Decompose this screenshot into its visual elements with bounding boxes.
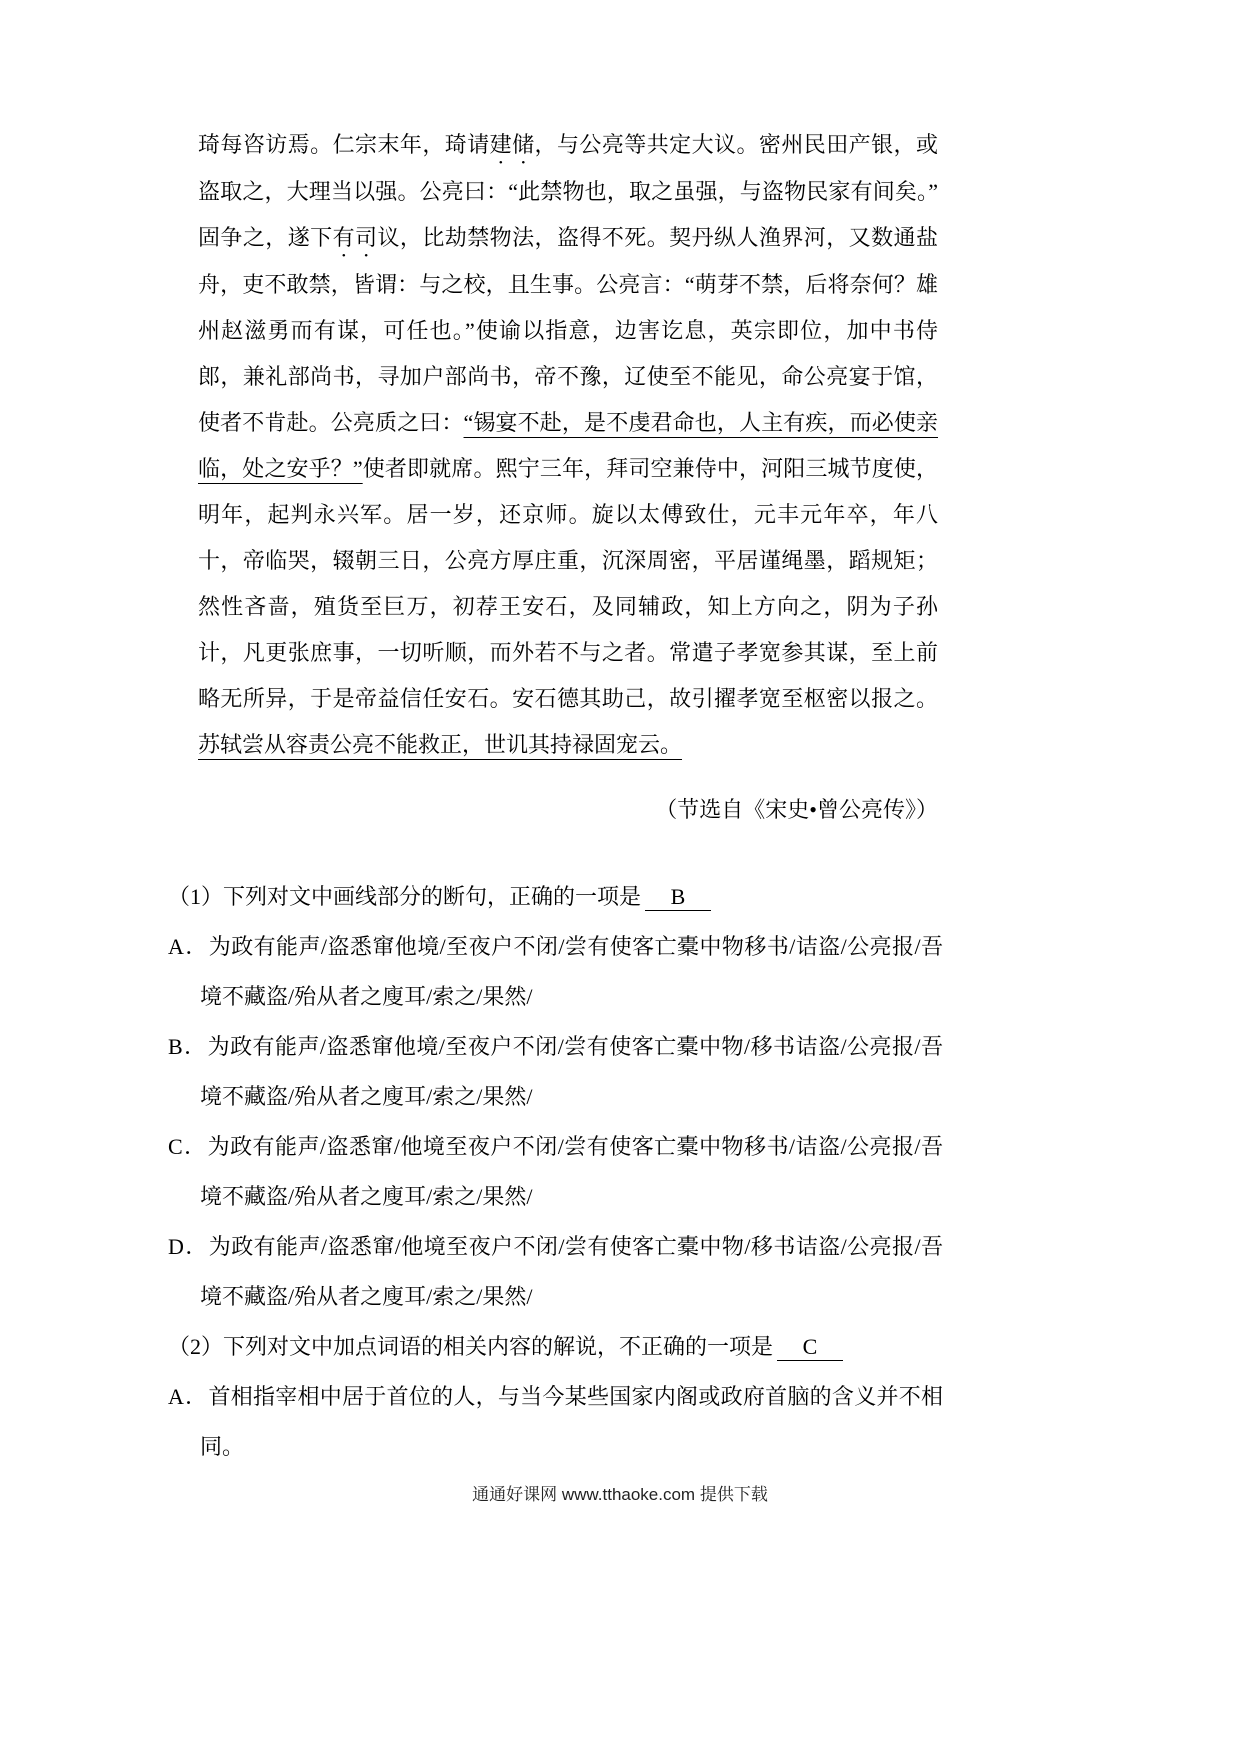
passage-text: 琦每咨访焉。仁宗末年，琦请 bbox=[198, 132, 490, 157]
answer-blank: B bbox=[645, 884, 711, 911]
option-label: A． bbox=[168, 1384, 209, 1409]
dotted-term: 建储 bbox=[489, 132, 535, 157]
option-text: 首相指宰相中居于首位的人，与当今某些国家内阁或政府首脑的含义并不相同。 bbox=[200, 1384, 943, 1459]
option-item bbox=[168, 922, 943, 1022]
option-label: A． bbox=[168, 934, 209, 959]
option-text: 为政有能声/盗悉窜/他境至夜户不闭/尝有使客亡橐中物/移书诘盗/公亮报/吾境不藏盗/殆从者之廋耳/索之/果然/ bbox=[200, 1234, 943, 1309]
questions-section bbox=[168, 872, 943, 1472]
passage-text: 使者即就席。熙宁三年，拜司空兼侍中，河阳三城节度使，明年，起判永兴军。居一岁，还京师。旋以太傅致仕，元丰元年卒，年八十，帝临哭，辍朝三日，公亮方厚庄重，沉深周密，平居谨绳墨，蹈规矩；然性吝啬，殖货至巨万，初荐王安石，及同辅政，知上方向之，阴为子孙计，凡更张庶事，一切听顺，而外若不与之者。常遣子孝宽参其谋，至上前略无所异，于是帝益信任安石。安石德其助己，故引擢孝宽至枢密以报之。 bbox=[198, 456, 938, 711]
option-text: 为政有能声/盗悉窜他境/至夜户不闭/尝有使客亡橐中物移书/诘盗/公亮报/吾境不藏盗/殆从者之廋耳/索之/果然/ bbox=[200, 934, 943, 1009]
passage-text: 议，比劫禁物法，盗得不死。契丹纵人渔界河，又数通盐舟，吏不敢禁，皆谓：与之校，且生事。公亮言：“萌芽不禁，后将奈何？雄州赵滋勇而有谋，可任也。”使谕以指意，边害讫息，英宗即位，加中书侍郎，兼礼部尚书，寻加户部尚书，帝不豫，辽使至不能见，命公亮宴于馆，使者不肯赴。公亮质之曰： bbox=[198, 225, 938, 435]
underlined-sentence: “锡宴不赴，是不虔君命也，人主有疾，而必使亲临，处之安乎？” bbox=[198, 410, 938, 481]
underlined-sentence: 苏轼尝从容责公亮不能救正，世讥其持禄固宠云。 bbox=[198, 732, 683, 757]
dotted-term: 有司 bbox=[332, 225, 378, 250]
question-stem bbox=[168, 872, 943, 922]
question-stem bbox=[168, 1322, 943, 1372]
option-label: B． bbox=[168, 1034, 208, 1059]
option-text: 为政有能声/盗悉窜/他境至夜户不闭/尝有使客亡橐中物移书/诘盗/公亮报/吾境不藏盗/殆从者之廋耳/索之/果然/ bbox=[200, 1134, 943, 1209]
answer-blank: C bbox=[777, 1334, 843, 1361]
option-item bbox=[168, 1222, 943, 1322]
attribution: （节选自《宋史•曾公亮传》） bbox=[655, 797, 938, 822]
question-stem-text: （1）下列对文中画线部分的断句，正确的一项是 bbox=[168, 884, 642, 909]
option-label: C． bbox=[168, 1134, 208, 1159]
option-item bbox=[168, 1022, 943, 1122]
option-item bbox=[168, 1122, 943, 1222]
option-label: D． bbox=[168, 1234, 209, 1259]
passage bbox=[198, 122, 938, 768]
option-item bbox=[168, 1372, 943, 1472]
option-text: 为政有能声/盗悉窜他境/至夜户不闭/尝有使客亡橐中物/移书诘盗/公亮报/吾境不藏盗/殆从者之廋耳/索之/果然/ bbox=[200, 1034, 943, 1109]
page-footer: 通通好课网 www.tthaoke.com 提供下载 bbox=[472, 1485, 768, 1504]
passage-text: ，与公亮等共定大议。密州民田产银，或盗取之，大理当以强。公亮曰：“此禁物也，取之虽强，与盗物民家有间矣。”固争之，遂下 bbox=[198, 132, 938, 250]
question-stem-text: （2）下列对文中加点词语的相关内容的解说，不正确的一项是 bbox=[168, 1334, 774, 1359]
